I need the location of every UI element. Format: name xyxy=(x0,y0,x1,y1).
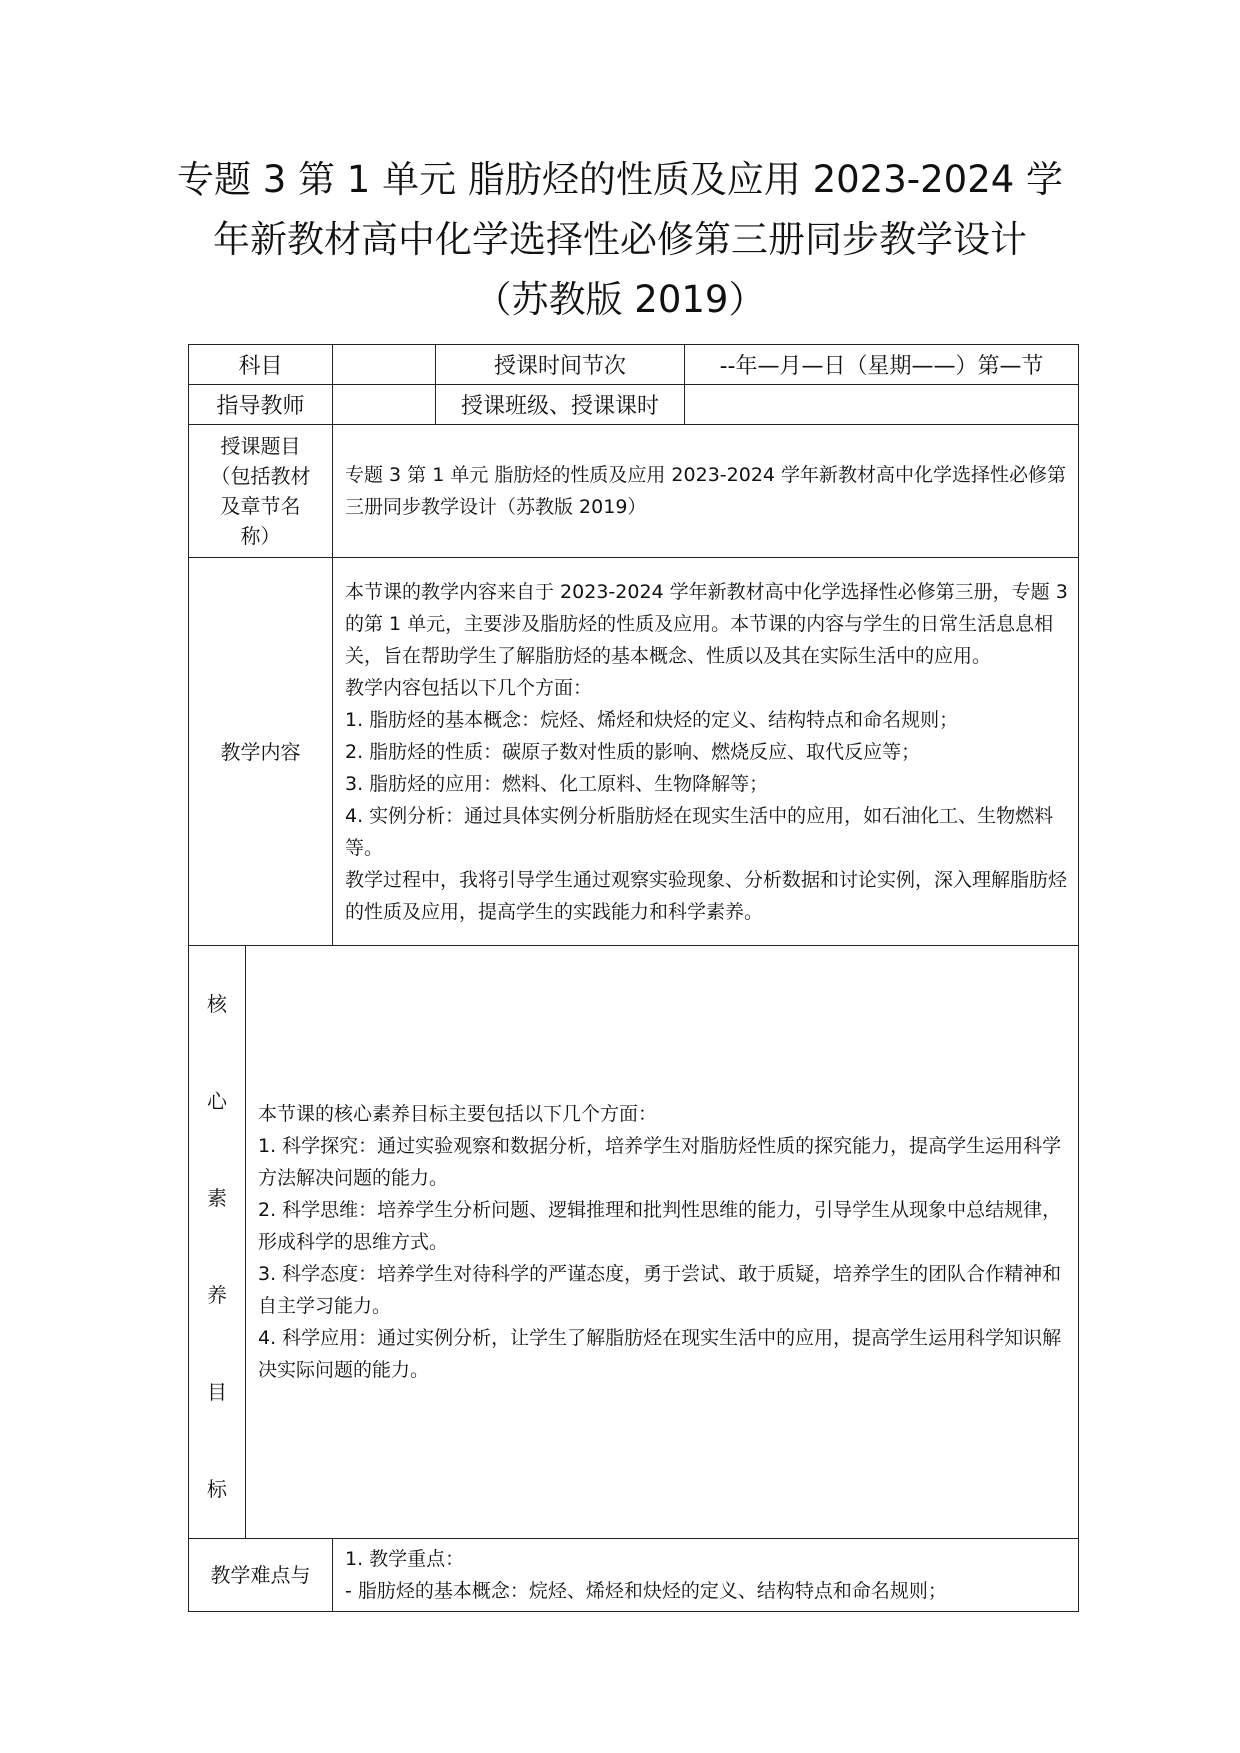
core-paragraph: 1. 科学探究：通过实验观察和数据分析，培养学生对脂肪烃性质的探究能力，提高学生运用科学方法解决问题的能力。 xyxy=(258,1135,1062,1189)
core-paragraph: 本节课的核心素养目标主要包括以下几个方面： xyxy=(258,1103,658,1125)
class-period-label: 授课班级、授课课时 xyxy=(436,385,685,425)
content-label: 教学内容 xyxy=(189,558,333,946)
title-line-3: （苏教版 2019） xyxy=(474,278,766,321)
core-paragraph: 3. 科学态度：培养学生对待科学的严谨态度，勇于尝试、敢于质疑，培养学生的团队合作精神和自主学习能力。 xyxy=(258,1263,1062,1317)
table-row-subject xyxy=(189,345,1079,385)
content-paragraph: 4. 实例分析：通过具体实例分析脂肪烃在现实生活中的应用，如石油化工、生物燃料等。 xyxy=(345,804,1054,859)
subject-label: 科目 xyxy=(189,345,333,385)
teacher-label: 指导教师 xyxy=(189,385,333,425)
topic-text: 专题 3 第 1 单元 脂肪烃的性质及应用 2023-2024 学年新教材高中化学选择性必修第三册同步教学设计（苏教版 2019） xyxy=(333,425,1079,558)
core-label-char: 目 xyxy=(207,1380,227,1404)
core-paragraph: 2. 科学思维：培养学生分析问题、逻辑推理和批判性思维的能力，引导学生从现象中总结规律，形成科学的思维方式。 xyxy=(258,1199,1062,1253)
difficulty-line: 1. 教学重点： xyxy=(345,1548,465,1570)
topic-label-line: 及章节名 xyxy=(220,494,301,518)
topic-label-line: 授课题目 xyxy=(220,434,301,458)
core-body xyxy=(246,946,1079,1539)
table-row-difficulty xyxy=(189,1539,1079,1612)
core-label-char: 核 xyxy=(207,992,227,1016)
lesson-plan-table xyxy=(188,344,1079,1612)
subject-value xyxy=(333,345,436,385)
table-row-content xyxy=(189,558,1079,946)
content-paragraph: 3. 脂肪烃的应用：燃料、化工原料、生物降解等； xyxy=(345,772,769,795)
topic-label-line: （包括教材 xyxy=(210,464,311,488)
class-period-value xyxy=(685,385,1079,425)
title-line-2: 年新教材高中化学选择性必修第三册同步教学设计 xyxy=(213,218,1027,261)
core-label-char: 标 xyxy=(207,1477,227,1501)
teacher-value xyxy=(333,385,436,425)
class-time-value: --年—月—日（星期——）第—节 xyxy=(685,345,1079,385)
content-body xyxy=(333,558,1079,946)
content-paragraph: 教学内容包括以下几个方面： xyxy=(345,676,593,699)
document-title xyxy=(150,150,1090,330)
table-row-topic xyxy=(189,425,1079,558)
core-label-char: 心 xyxy=(207,1089,227,1113)
table-row-core xyxy=(189,946,1079,1539)
core-label-char: 素 xyxy=(207,1186,227,1210)
difficulty-body xyxy=(333,1539,1079,1612)
content-paragraph: 本节课的教学内容来自于 2023-2024 学年新教材高中化学选择性必修第三册，专题 3 的第 1 单元，主要涉及脂肪烃的性质及应用。本节课的内容与学生的日常生活息息相关，旨在帮助学生了解脂肪烃的基本概念、性质以及其在实际生活中的应用。 xyxy=(345,580,1068,667)
difficulty-line: - 脂肪烃的基本概念：烷烃、烯烃和炔烃的定义、结构特点和命名规则； xyxy=(345,1580,947,1602)
core-label-char: 养 xyxy=(207,1283,227,1307)
content-paragraph: 2. 脂肪烃的性质：碳原子数对性质的影响、燃烧反应、取代反应等； xyxy=(345,740,921,763)
content-paragraph: 教学过程中，我将引导学生通过观察实验现象、分析数据和讨论实例，深入理解脂肪烃的性质及应用，提高学生的实践能力和科学素养。 xyxy=(345,868,1068,923)
core-paragraph: 4. 科学应用：通过实例分析，让学生了解脂肪烃在现实生活中的应用，提高学生运用科学知识解决实际问题的能力。 xyxy=(258,1327,1062,1381)
class-time-label: 授课时间节次 xyxy=(436,345,685,385)
core-label xyxy=(189,946,246,1539)
difficulty-label: 教学难点与 xyxy=(189,1539,333,1612)
topic-label-line: 称） xyxy=(240,524,281,548)
content-paragraph: 1. 脂肪烃的基本概念：烷烃、烯烃和炔烃的定义、结构特点和命名规则； xyxy=(345,708,959,731)
table-row-teacher xyxy=(189,385,1079,425)
title-line-1: 专题 3 第 1 单元 脂肪烃的性质及应用 2023-2024 学 xyxy=(176,158,1064,201)
topic-label xyxy=(189,425,333,558)
